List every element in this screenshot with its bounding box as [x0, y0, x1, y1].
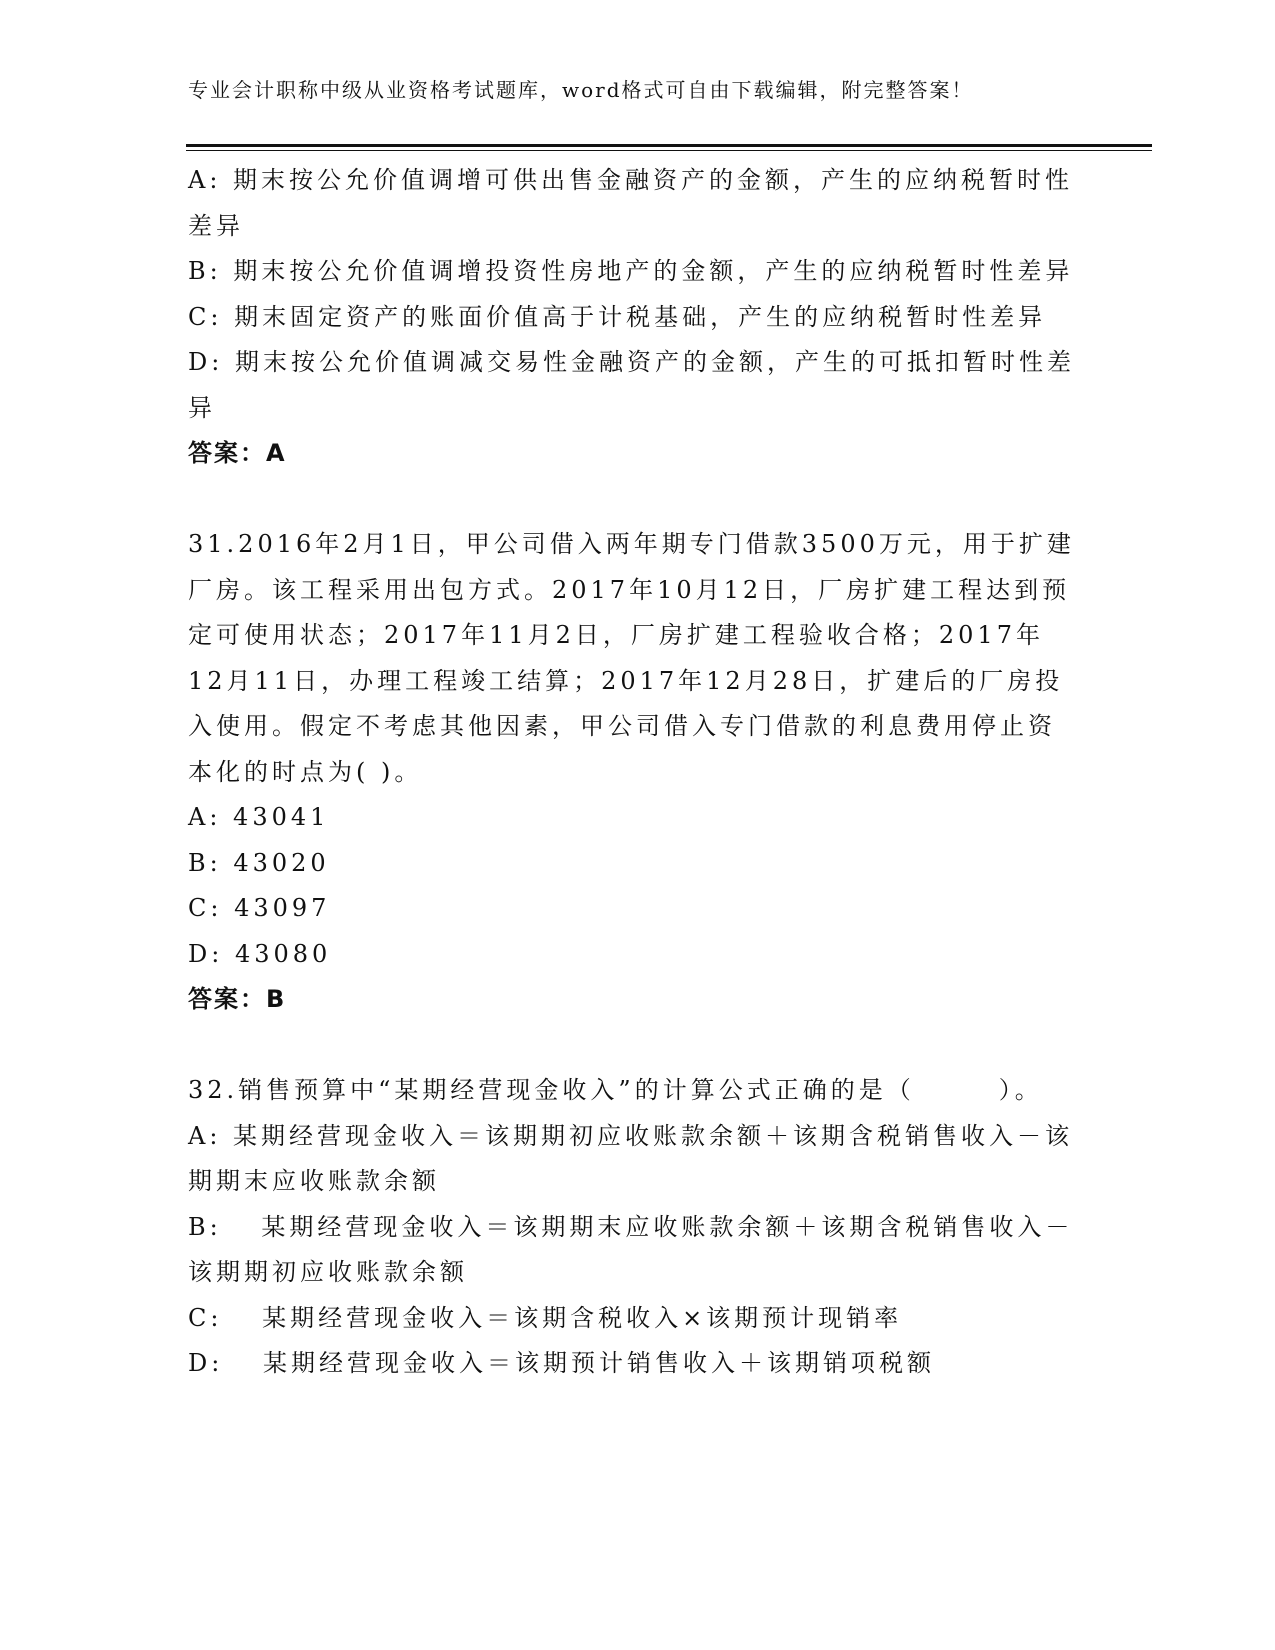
option-b: B: 某期经营现金收入＝该期期末应收账款余额＋该期含税销售收入－该期期初应收账款余额	[188, 1212, 1074, 1286]
option-b: B: 期末按公允价值调增投资性房地产的金额，产生的应纳税暂时性差异	[188, 257, 1074, 285]
option-a: A: 某期经营现金收入＝该期期初应收账款余额＋该期含税销售收入－该期期末应收账款余额	[188, 1121, 1074, 1195]
option-c: C: 期末固定资产的账面价值高于计税基础，产生的应纳税暂时性差异	[188, 302, 1047, 331]
question-31	[188, 522, 1078, 1023]
question-stem: 31.2016年2月1日，甲公司借入两年期专门借款3500万元，用于扩建厂房。该工程采用出包方式。2017年10月12日，厂房扩建工程达到预定可使用状态；2017年11月2日，厂房扩建工程验收合格；2017年12月11日，办理工程竣工结算；2017年12月28日，扩建后的厂房投入使用。假定不考虑其他因素，甲公司借入专门借款的利息费用停止资本化的时点为( )。	[188, 530, 1075, 786]
option-a: A: 43041	[188, 803, 330, 831]
option-d: D: 43080	[188, 939, 332, 968]
page-header: 专业会计职称中级从业资格考试题库，word格式可自由下载编辑，附完整答案！	[188, 78, 974, 102]
option-a: A: 期末按公允价值调增可供出售金融资产的金额，产生的应纳税暂时性差异	[188, 166, 1074, 240]
answer-label: 答案：B	[188, 985, 287, 1013]
previous-question	[188, 158, 1078, 477]
question-content	[188, 158, 1078, 1387]
question-32	[188, 1068, 1078, 1387]
spacer	[188, 477, 1078, 523]
header-rule-thick	[186, 144, 1152, 147]
option-b: B: 43020	[188, 848, 330, 877]
option-d: D: 期末按公允价值调减交易性金融资产的金额，产生的可抵扣暂时性差异	[188, 348, 1075, 422]
header-rule-thin	[186, 150, 1152, 151]
question-stem: 32.销售预算中“某期经营现金收入”的计算公式正确的是（ ）。	[188, 1076, 1043, 1104]
spacer	[188, 1023, 1078, 1069]
option-c: C: 43097	[188, 894, 331, 922]
option-c: C: 某期经营现金收入＝该期含税收入×该期预计现销率	[188, 1303, 903, 1332]
option-d: D: 某期经营现金收入＝该期预计销售收入＋该期销项税额	[188, 1349, 935, 1377]
answer-label: 答案：A	[188, 439, 287, 467]
